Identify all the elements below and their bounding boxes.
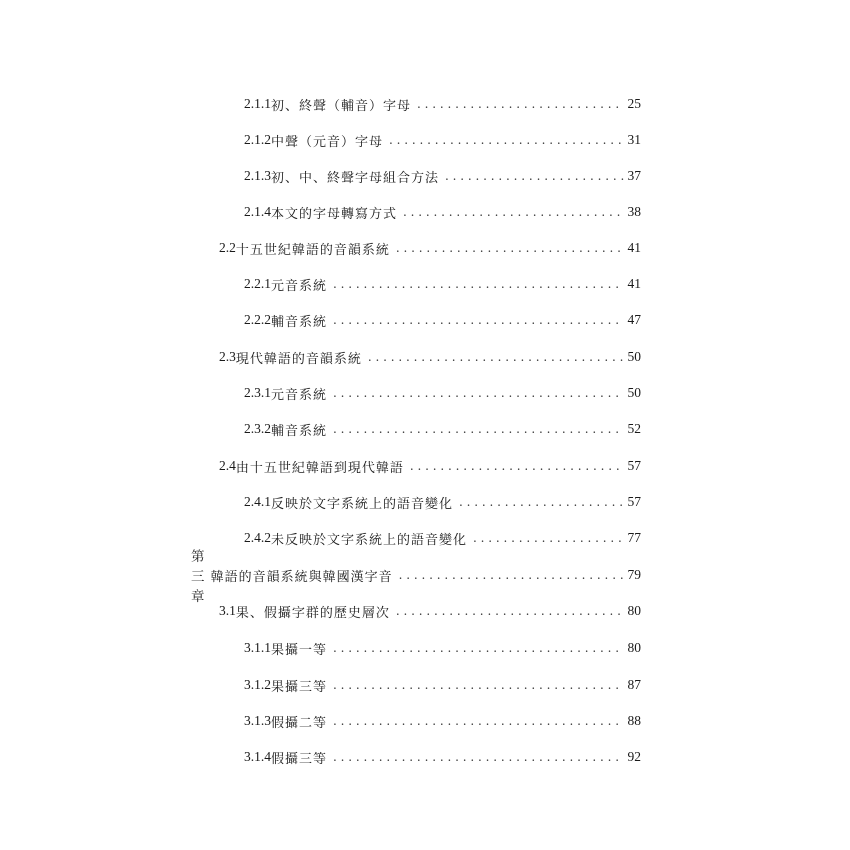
section-number: 2.4 xyxy=(219,458,236,473)
chapter-title: 韓語的音韻系統與韓國漢字音 xyxy=(210,569,393,585)
toc-entry xyxy=(244,488,641,516)
page-number: 41 xyxy=(627,240,641,255)
toc-entry xyxy=(244,270,641,298)
section-number: 3.1.3 xyxy=(244,713,271,728)
section-number: 2.4.1 xyxy=(244,494,271,509)
dot-leader xyxy=(333,422,623,436)
page-number: 37 xyxy=(627,168,641,183)
page-number: 31 xyxy=(627,132,641,147)
section-title: 果、假攝字群的歷史層次 xyxy=(235,605,390,621)
section-number: 3.1 xyxy=(219,603,236,618)
page-number: 87 xyxy=(627,677,641,692)
dot-leader xyxy=(333,313,623,327)
dot-leader xyxy=(368,350,624,364)
toc-entry xyxy=(219,597,641,625)
section-number: 2.1.3 xyxy=(244,168,271,183)
section-title: 輔音系統 xyxy=(271,423,328,439)
page-number: 25 xyxy=(627,96,641,111)
section-number: 2.1.4 xyxy=(244,204,271,219)
page-number: 77 xyxy=(627,530,641,545)
page-number: 50 xyxy=(627,349,641,364)
dot-leader xyxy=(396,241,624,255)
toc-entry xyxy=(244,306,641,334)
toc-entry xyxy=(219,234,641,262)
dot-leader xyxy=(396,604,624,618)
toc-entry xyxy=(244,524,641,552)
page-number: 92 xyxy=(627,749,641,764)
page-number: 79 xyxy=(627,567,641,582)
dot-leader xyxy=(445,169,623,183)
toc-entry xyxy=(244,671,641,699)
page-number: 50 xyxy=(627,385,641,400)
section-number: 2.1.2 xyxy=(244,132,271,147)
section-title: 元音系統 xyxy=(271,278,328,294)
dot-leader xyxy=(459,495,623,509)
section-title: 元音系統 xyxy=(271,387,328,403)
section-number: 2.2.2 xyxy=(244,312,271,327)
dot-leader xyxy=(333,750,623,764)
page-number: 47 xyxy=(627,312,641,327)
toc-entry xyxy=(244,90,641,118)
section-title: 輔音系統 xyxy=(271,314,328,330)
section-number: 2.3.1 xyxy=(244,385,271,400)
section-number: 2.2 xyxy=(219,240,236,255)
section-title: 本文的字母轉寫方式 xyxy=(271,206,398,222)
toc-chapter-entry xyxy=(191,549,641,604)
toc-entry xyxy=(244,634,641,662)
section-title: 未反映於文字系統上的語音變化 xyxy=(271,532,468,548)
section-title: 十五世紀韓語的音韻系統 xyxy=(235,242,390,258)
page-number: 57 xyxy=(627,494,641,509)
toc-entry xyxy=(244,162,641,190)
section-number: 2.3.2 xyxy=(244,421,271,436)
section-title: 現代韓語的音韻系統 xyxy=(235,351,362,367)
toc-entry xyxy=(244,379,641,407)
section-number: 2.3 xyxy=(219,349,236,364)
section-number: 3.1.4 xyxy=(244,749,271,764)
dot-leader xyxy=(333,277,623,291)
page-number: 80 xyxy=(627,603,641,618)
section-number: 2.4.2 xyxy=(244,530,271,545)
section-number: 3.1.1 xyxy=(244,640,271,655)
dot-leader xyxy=(417,97,623,111)
toc-entry xyxy=(244,707,641,735)
dot-leader xyxy=(403,205,623,219)
dot-leader xyxy=(399,568,624,582)
dot-leader xyxy=(333,714,623,728)
section-number: 2.1.1 xyxy=(244,96,271,111)
dot-leader xyxy=(410,459,624,473)
page-number: 52 xyxy=(627,421,641,436)
toc-entry xyxy=(219,452,641,480)
section-title: 由十五世紀韓語到現代韓語 xyxy=(235,460,404,476)
dot-leader xyxy=(333,386,623,400)
page-number: 80 xyxy=(627,640,641,655)
section-title: 初、終聲（輔音）字母 xyxy=(271,98,412,114)
section-number: 3.1.2 xyxy=(244,677,271,692)
dot-leader xyxy=(333,678,623,692)
section-title: 假攝三等 xyxy=(271,751,328,767)
toc-entry xyxy=(244,126,641,154)
dot-leader xyxy=(473,531,623,545)
section-title: 中聲（元音）字母 xyxy=(271,134,384,150)
section-title: 初、中、終聲字母組合方法 xyxy=(271,170,440,186)
page-number: 88 xyxy=(627,713,641,728)
dot-leader xyxy=(333,641,623,655)
toc-entry xyxy=(244,743,641,771)
section-title: 果攝三等 xyxy=(271,679,328,695)
page-number: 38 xyxy=(627,204,641,219)
toc-entry xyxy=(219,343,641,371)
toc-entry xyxy=(244,198,641,226)
page-number: 57 xyxy=(627,458,641,473)
section-title: 假攝二等 xyxy=(271,715,328,731)
section-title: 果攝一等 xyxy=(271,642,328,658)
toc-entry xyxy=(244,415,641,443)
section-title: 反映於文字系統上的語音變化 xyxy=(271,496,454,512)
section-number: 2.2.1 xyxy=(244,276,271,291)
dot-leader xyxy=(389,133,623,147)
chapter-number: 第三章 xyxy=(191,549,206,604)
page-number: 41 xyxy=(627,276,641,291)
